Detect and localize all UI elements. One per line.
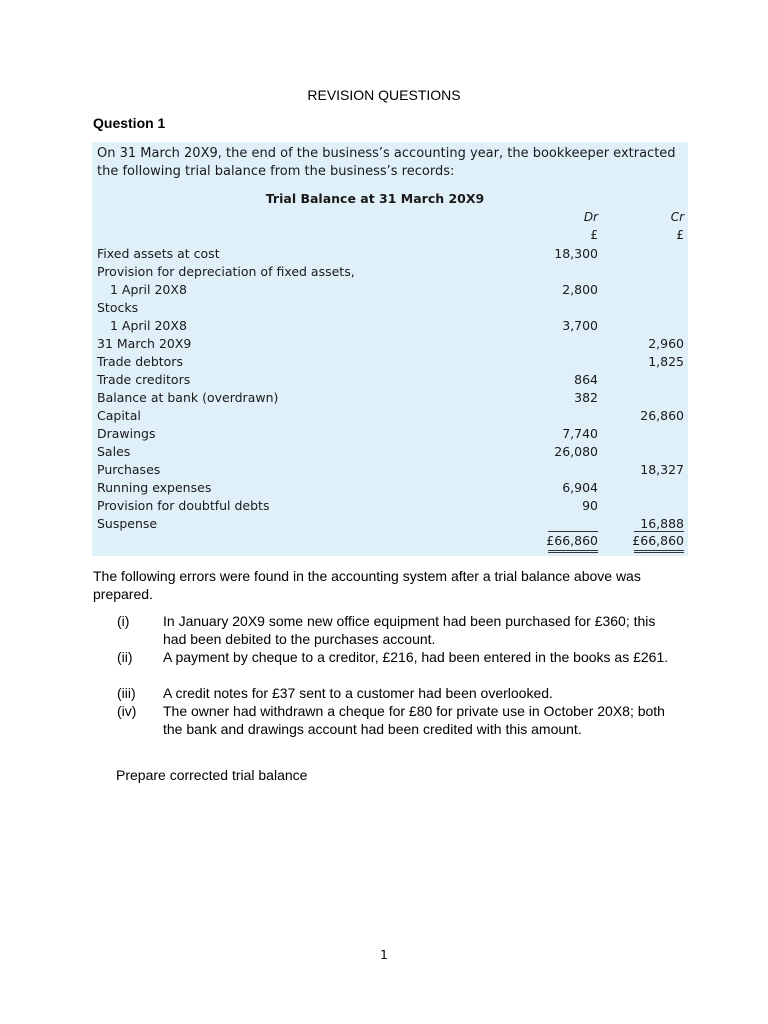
dr-total-rule [548,531,598,532]
page-title: REVISION QUESTIONS [307,87,461,103]
row-label: Capital [97,408,141,423]
row-dr: 3,700 [562,318,598,333]
table-row [92,372,688,390]
dr-column-header: Dr [583,210,598,224]
table-row [92,282,688,300]
row-cr: 26,860 [640,408,684,423]
totals-row [92,533,688,551]
row-cr: 1,825 [648,354,684,369]
dr-double-rule [548,550,598,551]
row-label: Trade debtors [97,354,183,369]
row-dr: 2,800 [562,282,598,297]
error-text: A payment by cheque to a creditor, £216, had been entered in the books as £261. [163,649,669,665]
row-dr: 864 [574,372,598,387]
total-dr: £66,860 [546,533,598,548]
error-text: A credit notes for £37 sent to a customer had been overlooked. [163,685,553,701]
table-row [92,246,688,264]
row-dr: 26,080 [554,444,598,459]
question-heading: Question 1 [93,115,166,131]
cr-currency: £ [676,228,684,242]
table-row [92,354,688,372]
row-label: Balance at bank (overdrawn) [97,390,279,405]
row-label: 1 April 20X8 [110,318,187,333]
intro-text: On 31 March 20X9, the end of the business’s accounting year, the bookkeeper extracted the following trial balance from the business’s records: [97,146,676,179]
table-row [92,462,688,480]
row-label: Provision for doubtful debts [97,498,270,513]
row-cr: 16,888 [640,516,684,531]
trial-balance-title: Trial Balance at 31 March 20X9 [265,191,485,206]
row-label: Stocks [97,300,139,315]
table-row [92,264,688,282]
row-label: Trade creditors [97,372,191,387]
row-label: Sales [97,444,131,459]
error-text: In January 20X9 some new office equipment had been purchased for £360; this had been debited to the purchases account. [163,613,656,647]
errors-intro: The following errors were found in the accounting system after a trial balance above was prepared. [93,568,641,602]
table-row [92,480,688,498]
row-dr: 18,300 [554,246,598,261]
page-number: 1 [380,948,388,962]
trial-balance-box [92,142,688,556]
error-text: The owner had withdrawn a cheque for £80 for private use in October 20X8; both the bank and drawings account had been credited with this amount. [163,703,665,737]
cr-double-rule [634,552,684,553]
row-dr: 6,904 [562,480,598,495]
table-row [92,390,688,408]
table-row [92,318,688,336]
row-label: Drawings [97,426,156,441]
row-cr: 2,960 [648,336,684,351]
row-label: Provision for depreciation of fixed assets, [97,264,355,279]
row-dr: 90 [582,498,598,513]
row-label: Suspense [97,516,158,531]
table-row [92,498,688,516]
cr-double-rule [634,550,684,551]
dr-currency: £ [590,228,598,242]
row-label: 1 April 20X8 [110,282,187,297]
table-row [92,444,688,462]
error-number: (ii) [117,649,133,665]
total-cr: £66,860 [632,533,684,548]
row-dr: 7,740 [562,426,598,441]
error-number: (i) [117,613,130,629]
table-row [92,408,688,426]
dr-double-rule [548,552,598,553]
table-row [92,336,688,354]
cr-column-header: Cr [670,210,684,224]
table-row [92,300,688,318]
error-number: (iv) [117,703,137,719]
instruction-text: Prepare corrected trial balance [116,767,308,783]
row-dr: 382 [574,390,598,405]
cr-total-rule [634,531,684,532]
row-cr: 18,327 [640,462,684,477]
error-number: (iii) [117,685,136,701]
table-row [92,516,688,534]
row-label: Fixed assets at cost [97,246,220,261]
row-label: Running expenses [97,480,212,495]
row-label: Purchases [97,462,161,477]
table-row [92,426,688,444]
row-label: 31 March 20X9 [97,336,192,351]
